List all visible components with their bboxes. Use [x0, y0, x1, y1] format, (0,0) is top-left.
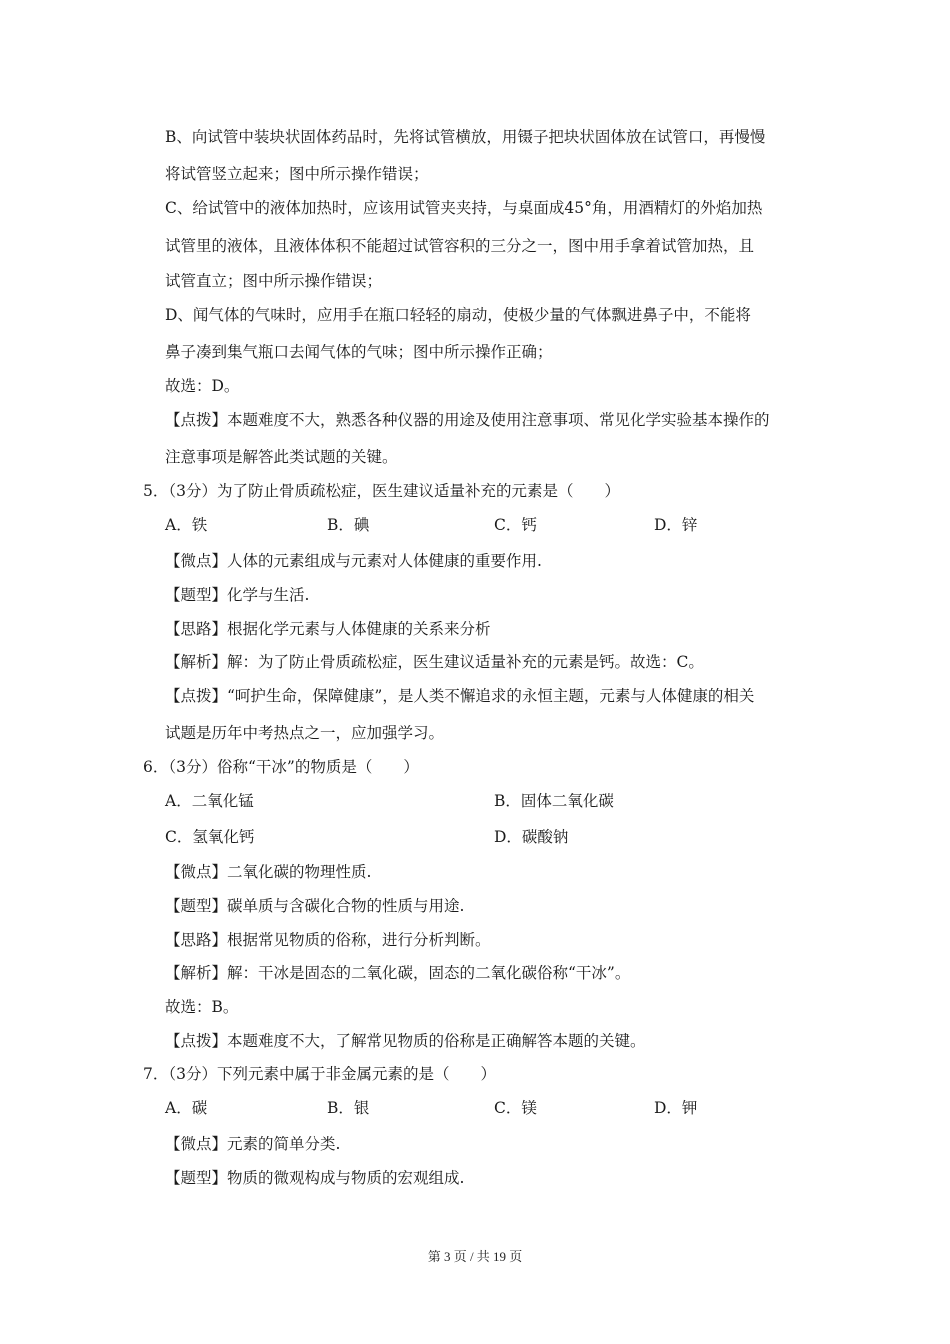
solution-c-line-2: 试管里的液体，且液体体积不能超过试管容积的三分之一，图中用手拿着试管加热，且: [165, 237, 755, 255]
question-6-stem: 6．（3分）俗称“干冰”的物质是（ ）: [143, 758, 419, 776]
question-5-analysis: 【解析】解：为了防止骨质疏松症，医生建议适量补充的元素是钙。故选：C。: [165, 653, 704, 671]
question-5-tip-line-1: 【点拨】“呵护生命，保障健康”，是人类不懈追求的永恒主题，元素与人体健康的相关: [165, 687, 755, 705]
solution-c-line-1: C、给试管中的液体加热时，应该用试管夹夹持，与桌面成45°角，用酒精灯的外焰加热: [165, 199, 763, 217]
question-7-type: 【题型】物质的微观构成与物质的宏观组成.: [165, 1169, 465, 1187]
question-6-point: 【微点】二氧化碳的物理性质.: [165, 863, 372, 881]
solution-c-line-3: 试管直立；图中所示操作错误；: [165, 272, 383, 290]
question-6-analysis: 【解析】解：干冰是固态的二氧化碳，固态的二氧化碳俗称“干冰”。: [165, 964, 631, 982]
page-number-footer: 第 3 页 / 共 19 页: [427, 1249, 523, 1264]
solution-b-line-2: 将试管竖立起来；图中所示操作错误；: [165, 165, 429, 183]
question-5-point: 【微点】人体的元素组成与元素对人体健康的重要作用.: [165, 552, 542, 570]
question-6-idea: 【思路】根据常见物质的俗称，进行分析判断。: [165, 931, 491, 949]
question-6-option-a: A．二氧化锰: [165, 792, 254, 810]
solution-b-line-1: B、向试管中装块状固体药品时，先将试管横放，用镊子把块状固体放在试管口，再慢慢: [165, 128, 766, 146]
question-6-option-b: B．固体二氧化碳: [494, 792, 614, 810]
question-6-tip: 【点拨】本题难度不大，了解常见物质的俗称是正确解答本题的关键。: [165, 1032, 646, 1050]
solution-d-line-1: D、闻气体的气味时，应用手在瓶口轻轻的扇动，使极少量的气体飘进鼻子中，不能将: [165, 306, 751, 324]
question-5-option-b: B．碘: [327, 516, 370, 534]
question-5-type: 【题型】化学与生活.: [165, 586, 310, 604]
question-5-option-c: C．钙: [494, 516, 537, 534]
question-7-option-c: C．镁: [494, 1099, 537, 1117]
solution-tip-line-2: 注意事项是解答此类试题的关键。: [165, 448, 398, 466]
solution-tip-line-1: 【点拨】本题难度不大，熟悉各种仪器的用途及使用注意事项、常见化学实验基本操作的: [165, 411, 770, 429]
question-7-option-a: A．碳: [165, 1099, 208, 1117]
question-6-option-d: D．碳酸钠: [494, 828, 569, 846]
solution-d-line-2: 鼻子凑到集气瓶口去闻气体的气味；图中所示操作正确；: [165, 343, 553, 361]
question-5-tip-line-2: 试题是历年中考热点之一，应加强学习。: [165, 724, 445, 742]
question-6-option-c: C．氢氧化钙: [165, 828, 255, 846]
question-7-point: 【微点】元素的简单分类.: [165, 1135, 341, 1153]
solution-answer: 故选：D。: [165, 377, 240, 395]
question-5-idea: 【思路】根据化学元素与人体健康的关系来分析: [165, 620, 491, 638]
question-5-option-d: D．锌: [654, 516, 698, 534]
question-5-stem: 5．（3分）为了防止骨质疏松症，医生建议适量补充的元素是（ ）: [143, 482, 620, 500]
question-7-option-b: B．银: [327, 1099, 370, 1117]
question-7-stem: 7．（3分）下列元素中属于非金属元素的是（ ）: [143, 1065, 496, 1083]
question-6-type: 【题型】碳单质与含碳化合物的性质与用途.: [165, 897, 465, 915]
question-7-option-d: D．钾: [654, 1099, 698, 1117]
question-5-option-a: A．铁: [165, 516, 208, 534]
question-6-answer: 故选：B。: [165, 998, 239, 1016]
